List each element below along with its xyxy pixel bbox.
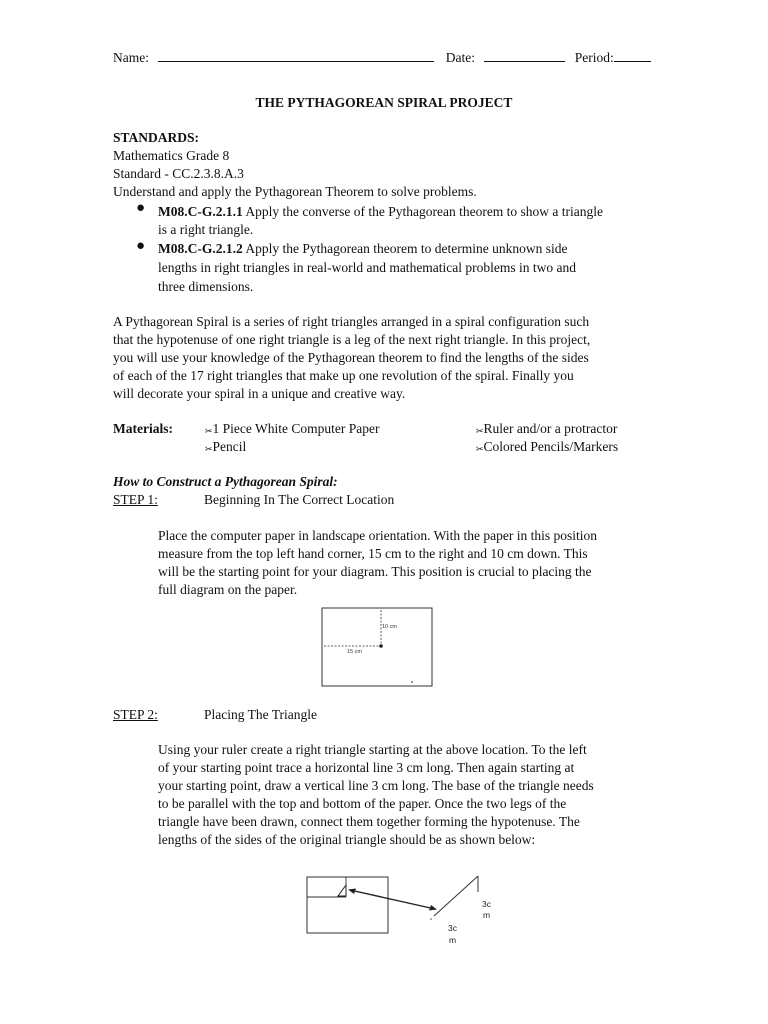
label-3cm-right: 3c (482, 899, 491, 909)
page-title: THE PYTHAGOREAN SPIRAL PROJECT (255, 95, 513, 110)
material-item: ✂Pencil (205, 439, 247, 454)
materials-label: Materials: (113, 421, 173, 436)
paper-outline (322, 608, 432, 686)
bullet-icon: ● (136, 200, 146, 216)
standard-bullet-2 (158, 240, 567, 258)
standard-text: Apply the converse of the Pythagorean theorem to show a triangle (245, 204, 604, 219)
step1-title: Beginning In The Correct Location (204, 492, 395, 507)
material-item: ✂Ruler and/or a protractor (476, 421, 618, 436)
header-row (113, 48, 651, 67)
scissors-icon: ✂ (476, 426, 483, 436)
vertex-mark (430, 918, 432, 920)
scissors-icon: ✂ (205, 426, 212, 436)
bullet-icon: ● (136, 238, 146, 254)
standards-line-2: Standard - CC.2.3.8.A.3 (113, 166, 244, 181)
triangle-figure (300, 868, 500, 958)
material-item: ✂1 Piece White Computer Paper (205, 421, 380, 436)
step2-label: STEP 2: (113, 707, 158, 722)
standard-bullet-2-cont: lengths in right triangles in real-world and mathematical problems in two and (158, 260, 577, 275)
standard-text: Apply the Pythagorean theorem to determine unknown side (245, 241, 568, 256)
paper-outline (307, 877, 388, 933)
arrow-head-right (429, 905, 437, 911)
step2-body-line: your starting point, draw a vertical line 3 cm long. The base of the triangle needs (158, 778, 594, 793)
starting-point (379, 644, 383, 648)
label-3cm-right-unit: m (483, 910, 491, 920)
step2-title: Placing The Triangle (204, 707, 317, 722)
paper-mark (411, 681, 413, 683)
step1-body-line: measure from the top left hand corner, 15 cm to the right and 10 cm down. This (158, 546, 588, 561)
period-blank[interactable] (614, 48, 651, 62)
step1-body-line: full diagram on the paper. (158, 582, 298, 597)
step2-body-line: lengths of the sides of the original triangle should be as shown below: (158, 832, 536, 847)
material-item: ✂Colored Pencils/Markers (476, 439, 619, 454)
date-label: Date: (445, 50, 475, 65)
intro-line: you will use your knowledge of the Pythagorean theorem to find the lengths of the sides (113, 350, 589, 365)
standards-line-1: Mathematics Grade 8 (113, 148, 230, 163)
name-blank[interactable] (158, 48, 434, 62)
standard-bullet-1 (158, 203, 603, 221)
standard-bullet-1-cont: is a right triangle. (158, 222, 254, 237)
standard-code: M08.C-G.2.1.1 (158, 204, 243, 219)
step2-body-line: to be parallel with the top and bottom of the paper. Once the two legs of the (158, 796, 567, 811)
step1-body-line: will be the starting point for your diagram. This position is crucial to placing the (158, 564, 592, 579)
hypotenuse-line (434, 876, 478, 916)
intro-line: A Pythagorean Spiral is a series of right triangles arranged in a spiral configuration such (113, 314, 590, 329)
label-10cm: 10 cm (382, 624, 397, 630)
howto-heading: How to Construct a Pythagorean Spiral: (113, 474, 338, 489)
step2-body-line: triangle have been drawn, connect them together forming the hypotenuse. The (158, 814, 580, 829)
standard-bullet-2-cont: three dimensions. (158, 279, 254, 294)
label-3cm-bottom: 3c (448, 923, 457, 933)
name-label: Name: (113, 50, 149, 65)
step2-body-line: Using your ruler create a right triangle starting at the above location. To the left (158, 742, 587, 757)
standards-heading: STANDARDS: (113, 130, 200, 145)
standard-code: M08.C-G.2.1.2 (158, 241, 243, 256)
step2-body-line: of your starting point trace a horizontal line 3 cm long. Then again starting at (158, 760, 575, 775)
starting-point-figure (320, 606, 434, 688)
date-blank[interactable] (484, 48, 565, 62)
step1-body-line: Place the computer paper in landscape orientation. With the paper in this position (158, 528, 597, 543)
standards-line-3: Understand and apply the Pythagorean Theorem to solve problems. (113, 184, 477, 199)
label-3cm-bottom-unit: m (449, 935, 457, 945)
scissors-icon: ✂ (476, 444, 483, 454)
scissors-icon: ✂ (205, 444, 212, 454)
intro-line: of each of the 17 right triangles that make up one revolution of the spiral. Finally you (113, 368, 574, 383)
period-label: Period: (574, 50, 614, 65)
label-15cm: 15 cm (347, 649, 362, 655)
intro-line: will decorate your spiral in a unique and creative way. (113, 386, 406, 401)
intro-line: that the hypotenuse of one right triangle is a leg of the next right triangle. In this project, (113, 332, 591, 347)
step1-label: STEP 1: (113, 492, 158, 507)
